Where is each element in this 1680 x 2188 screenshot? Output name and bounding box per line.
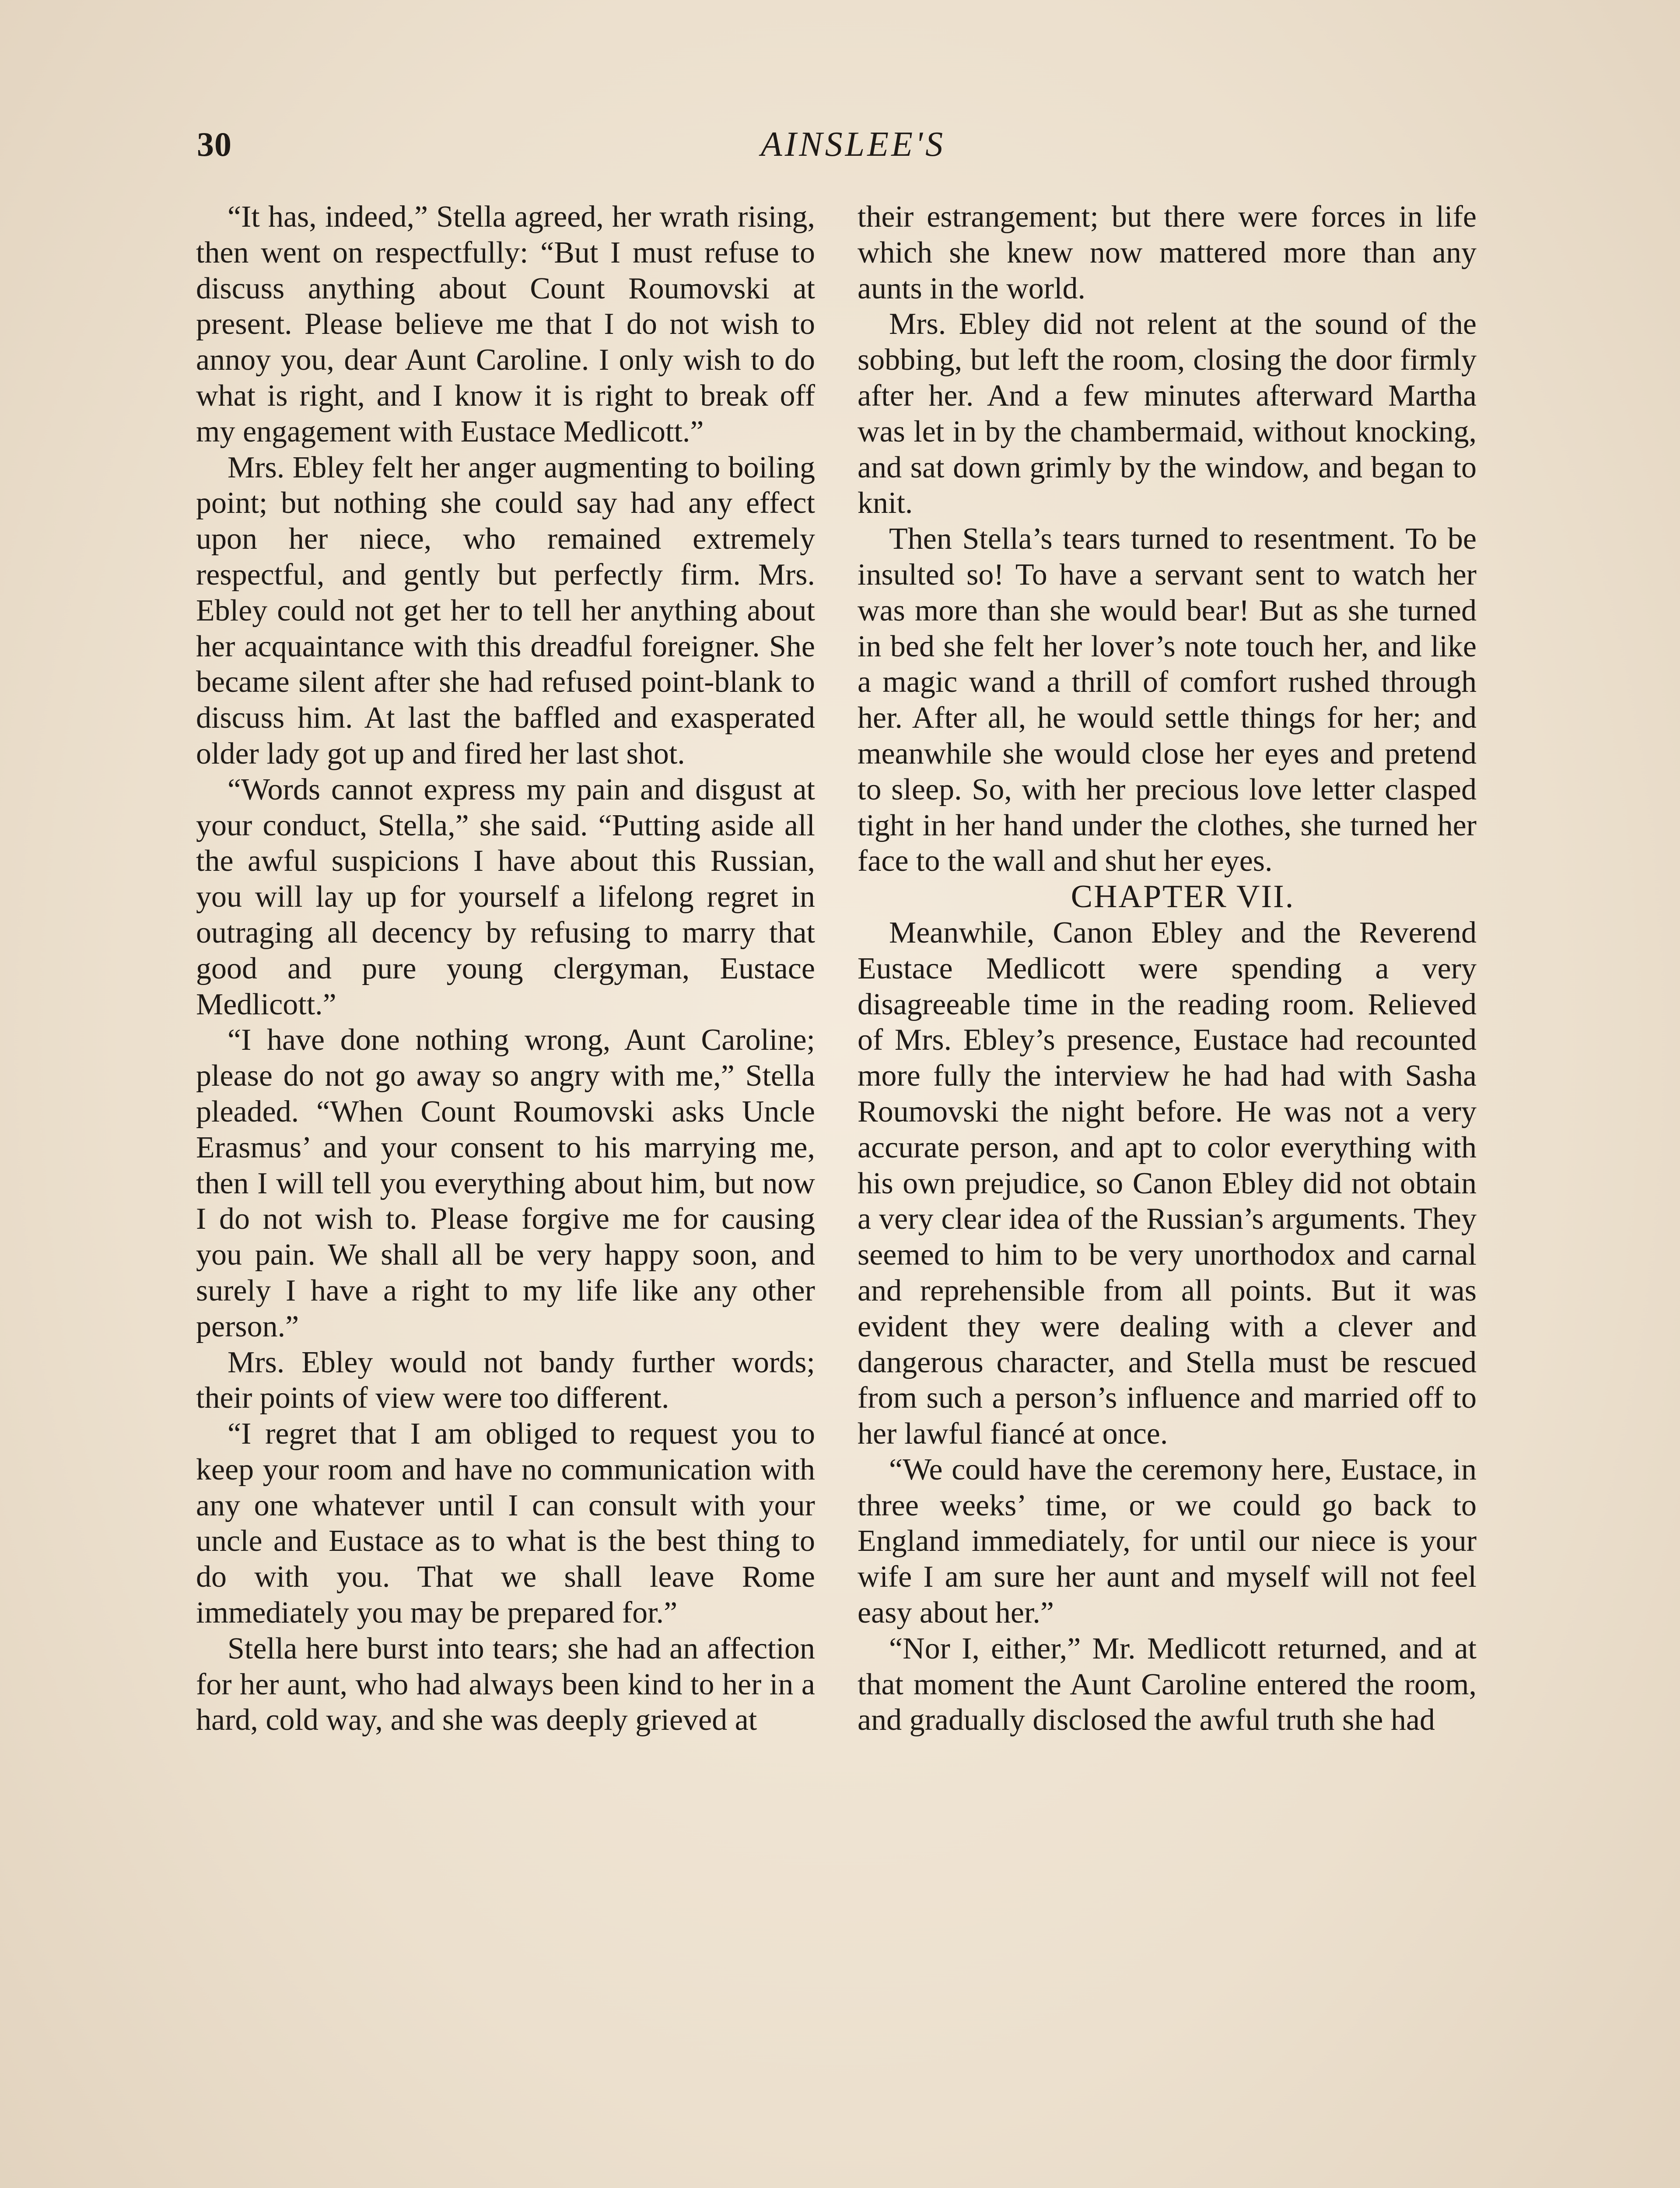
paragraph: “I regret that I am obliged to request you to keep your room and have no communication with any one whatever until I can consult with your uncle and Eustace as to what is the best thing to do with you. That we shall leave Rome immediately you may be prepared for.” — [196, 1417, 815, 1630]
paragraph: “Nor I, either,” Mr. Medlicott returned, and at that moment the Aunt Caroline entered the room, and gradually disclosed the awful truth she had — [858, 1631, 1477, 1737]
paragraph: “It has, indeed,” Stella agreed, her wrath rising, then went on respectfully: “But I must refuse to discuss anything about Count Roumovski at present. Please believe me that I do not wish to annoy you, dear Aunt Caroline. I only wish to do what is right, and I know it is right to break off my engagement with Eustace Medlicott.” — [196, 200, 815, 449]
paragraph: “We could have the ceremony here, Eustace, in three weeks’ time, or we could go back to England immediately, for until our niece is your wife I am sure her aunt and myself will not feel easy about her.” — [858, 1452, 1477, 1630]
chapter-heading: CHAPTER VII. — [1071, 879, 1295, 915]
paragraph: Mrs. Ebley felt her anger augmenting to boiling point; but nothing she could say had any effect upon her niece, who remained extremely respectful, and gently but perfectly firm. Mrs. Ebley could not get her to tell her anything about her acquaintance with this dreadful foreigner. She became silent after she had refused point-blank to discuss him. At last the baffled and exasperated older lady got up and fired her last shot. — [196, 450, 815, 771]
paragraph: “I have done nothing wrong, Aunt Caroline; please do not go away so angry with me,” Stella pleaded. “When Count Roumovski asks Uncle Erasmus’ and your consent to his marrying me, then I will tell you everything about him, but now I do not wish to. Please forgive me for causing you pain. We shall all be very happy soon, and surely I have a right to my life like any other person.” — [196, 1023, 815, 1343]
paragraph: “Words cannot express my pain and disgust at your conduct, Stella,” she said. “Putting aside all the awful suspicions I have about this Russian, you will lay up for yourself a lifelong regret in outraging all decency by refusing to marry that good and pure young clergyman, Eustace Medlicott.” — [196, 772, 815, 1021]
page-number: 30 — [197, 125, 232, 163]
paragraph: Mrs. Ebley would not bandy further words; their points of view were too different. — [196, 1345, 815, 1415]
right-column — [858, 199, 1477, 1738]
left-column — [196, 199, 815, 1738]
running-head: AINSLEE'S — [760, 125, 946, 164]
paragraph: Mrs. Ebley did not relent at the sound of the sobbing, but left the room, closing the door firmly after her. And a few minutes afterward Martha was let in by the chambermaid, without knocking, and sat down grimly by the window, and began to knit. — [858, 307, 1477, 520]
paragraph: Stella here burst into tears; she had an affection for her aunt, who had always been kind to her in a hard, cold way, and she was deeply grieved at — [196, 1631, 815, 1737]
paragraph-continuation: their estrangement; but there were forces in life which she knew now mattered more than any aunts in the world. — [858, 200, 1477, 305]
paragraph: Meanwhile, Canon Ebley and the Reverend Eustace Medlicott were spending a very disagreeable time in the reading room. Relieved of Mrs. Ebley’s presence, Eustace had recounted more fully the interview he had had with Sasha Roumovski the night before. He was not a very accurate person, and apt to color everything with his own prejudice, so Canon Ebley did not obtain a very clear idea of the Russian’s arguments. They seemed to him to be very unorthodox and carnal and reprehensible from all points. But it was evident they were dealing with a clever and dangerous character, and Stella must be rescued from such a person’s influence and married off to her lawful fiancé at once. — [858, 915, 1477, 1451]
paragraph: Then Stella’s tears turned to resentment. To be insulted so! To have a servant sent to watch her was more than she would bear! But as she turned in bed she felt her lover’s note touch her, and like a magic wand a thrill of comfort rushed through her. After all, he would settle things for her; and meanwhile she would close her eyes and pretend to sleep. So, with her precious love letter clasped tight in her hand under the clothes, she turned her face to the wall and shut her eyes. — [858, 522, 1477, 878]
page-header — [197, 125, 1509, 173]
